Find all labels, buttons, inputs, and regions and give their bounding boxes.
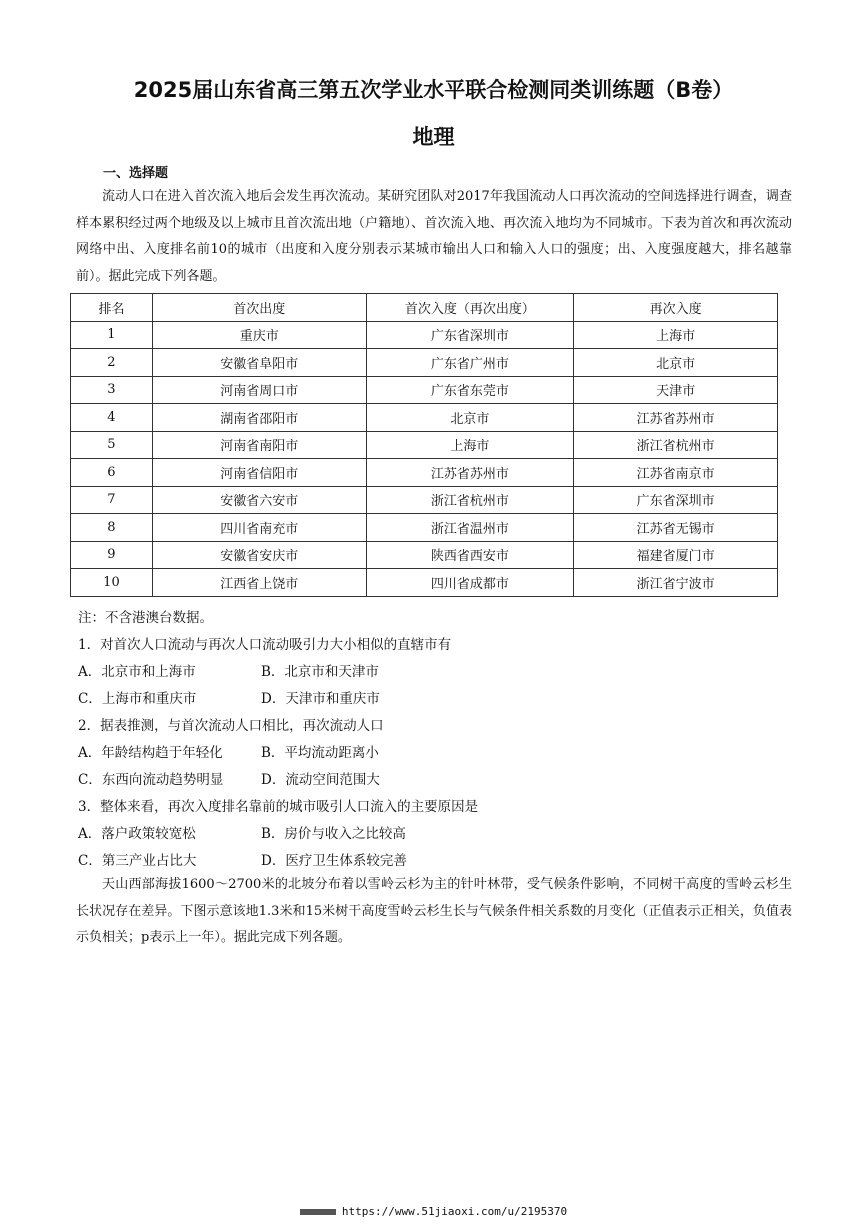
question-2-option-b: B．平均流动距离小 bbox=[261, 745, 379, 761]
table-row bbox=[71, 349, 778, 377]
cell-first-outdegree: 江西省上饶市 bbox=[152, 569, 366, 597]
question-2-stem: 2．据表推测，与首次流动人口相比，再次流动人口 bbox=[78, 718, 384, 734]
cell-second-indegree: 天津市 bbox=[574, 376, 778, 404]
header-first-indegree: 首次入度（再次出度） bbox=[366, 294, 574, 322]
table-row bbox=[71, 404, 778, 432]
table-row bbox=[71, 486, 778, 514]
question-1-option-c: C．上海市和重庆市 bbox=[78, 691, 197, 707]
cell-rank: 4 bbox=[71, 404, 153, 432]
cell-first-outdegree: 湖南省邵阳市 bbox=[152, 404, 366, 432]
cell-second-indegree: 江苏省南京市 bbox=[574, 459, 778, 487]
cell-first-outdegree: 重庆市 bbox=[152, 321, 366, 349]
question-1-stem: 1．对首次人口流动与再次人口流动吸引力大小相似的直辖市有 bbox=[78, 637, 452, 653]
question-2-option-a: A．年龄结构趋于年轻化 bbox=[78, 745, 223, 761]
section-heading: 一、选择题 bbox=[103, 166, 169, 181]
question-2-option-d: D．流动空间范围大 bbox=[261, 772, 380, 788]
table-note: 注：不含港澳台数据。 bbox=[78, 610, 213, 626]
question-3-option-c: C．第三产业占比大 bbox=[78, 853, 197, 869]
cell-first-indegree: 广东省东莞市 bbox=[366, 376, 574, 404]
cell-rank: 9 bbox=[71, 541, 153, 569]
city-ranking-table bbox=[70, 293, 778, 597]
table-row bbox=[71, 321, 778, 349]
document-subtitle: 地理 bbox=[412, 125, 455, 149]
cell-first-outdegree: 河南省南阳市 bbox=[152, 431, 366, 459]
question-3-option-b: B．房价与收入之比较高 bbox=[261, 826, 406, 842]
cell-rank: 3 bbox=[71, 376, 153, 404]
cell-rank: 7 bbox=[71, 486, 153, 514]
header-rank: 排名 bbox=[71, 294, 153, 322]
table-row bbox=[71, 431, 778, 459]
question-1-option-d: D．天津市和重庆市 bbox=[261, 691, 380, 707]
cell-rank: 1 bbox=[71, 321, 153, 349]
header-second-indegree: 再次入度 bbox=[574, 294, 778, 322]
document-title: 2025届山东省高三第五次学业水平联合检测同类训练题（B卷） bbox=[133, 78, 734, 102]
cell-first-indegree: 浙江省温州市 bbox=[366, 514, 574, 542]
cell-first-indegree: 上海市 bbox=[366, 431, 574, 459]
cell-rank: 8 bbox=[71, 514, 153, 542]
table-row bbox=[71, 514, 778, 542]
table-row bbox=[71, 459, 778, 487]
cell-rank: 10 bbox=[71, 569, 153, 597]
table-row bbox=[71, 376, 778, 404]
cell-second-indegree: 广东省深圳市 bbox=[574, 486, 778, 514]
question-3-option-d: D．医疗卫生体系较完善 bbox=[261, 853, 407, 869]
table-row bbox=[71, 569, 778, 597]
cell-second-indegree: 浙江省杭州市 bbox=[574, 431, 778, 459]
cell-first-outdegree: 四川省南充市 bbox=[152, 514, 366, 542]
cell-second-indegree: 福建省厦门市 bbox=[574, 541, 778, 569]
cell-first-indegree: 广东省深圳市 bbox=[366, 321, 574, 349]
cell-first-outdegree: 河南省周口市 bbox=[152, 376, 366, 404]
cell-first-indegree: 陕西省西安市 bbox=[366, 541, 574, 569]
question-1-option-a: A．北京市和上海市 bbox=[78, 664, 196, 680]
cell-rank: 5 bbox=[71, 431, 153, 459]
cell-second-indegree: 上海市 bbox=[574, 321, 778, 349]
cell-first-indegree: 北京市 bbox=[366, 404, 574, 432]
cell-second-indegree: 江苏省无锡市 bbox=[574, 514, 778, 542]
cell-first-outdegree: 安徽省六安市 bbox=[152, 486, 366, 514]
cell-first-indegree: 江苏省苏州市 bbox=[366, 459, 574, 487]
question-3-stem: 3．整体来看，再次入度排名靠前的城市吸引人口流入的主要原因是 bbox=[78, 799, 479, 815]
intro-paragraph-2: 天山西部海拔1600～2700米的北坡分布着以雪岭云杉为主的针叶林带，受气候条件影响，不同树干高度的雪岭云杉生长状况存在差异。下图示意该地1.3米和15米树干高度雪岭云杉生长与气候条件相关系数的月变化（正值表示正相关，负值表示负相关；p表示上一年）。据此完成下列各题。 bbox=[76, 877, 792, 945]
cell-second-indegree: 北京市 bbox=[574, 349, 778, 377]
footer-url[interactable]: https://www.51jiaoxi.com/u/2195370 bbox=[341, 1205, 568, 1218]
cell-second-indegree: 浙江省宁波市 bbox=[574, 569, 778, 597]
cell-first-indegree: 浙江省杭州市 bbox=[366, 486, 574, 514]
table-row bbox=[71, 541, 778, 569]
question-3-option-a: A．落户政策较宽松 bbox=[78, 826, 196, 842]
intro-paragraph-1: 流动人口在进入首次流入地后会发生再次流动。某研究团队对2017年我国流动人口再次流动的空间选择进行调查，调查样本累积经过两个地级及以上城市且首次流出地（户籍地）、首次流入地、再次流入地均为不同城市。下表为首次和再次流动网络中出、入度排名前10的城市（出度和入度分别表示某城市输出人口和输入人口的强度；出、入度强度越大，排名越靠前）。据此完成下列各题。 bbox=[76, 189, 792, 284]
cell-first-outdegree: 河南省信阳市 bbox=[152, 459, 366, 487]
question-2-option-c: C．东西向流动趋势明显 bbox=[78, 772, 224, 788]
page-footer bbox=[0, 1205, 867, 1218]
cell-rank: 6 bbox=[71, 459, 153, 487]
question-1-option-b: B．北京市和天津市 bbox=[261, 664, 379, 680]
cell-first-indegree: 广东省广州市 bbox=[366, 349, 574, 377]
table-header-row bbox=[71, 294, 778, 322]
header-first-outdegree: 首次出度 bbox=[152, 294, 366, 322]
cell-rank: 2 bbox=[71, 349, 153, 377]
cell-second-indegree: 江苏省苏州市 bbox=[574, 404, 778, 432]
watermark-mark bbox=[300, 1209, 336, 1215]
cell-first-indegree: 四川省成都市 bbox=[366, 569, 574, 597]
cell-first-outdegree: 安徽省安庆市 bbox=[152, 541, 366, 569]
cell-first-outdegree: 安徽省阜阳市 bbox=[152, 349, 366, 377]
